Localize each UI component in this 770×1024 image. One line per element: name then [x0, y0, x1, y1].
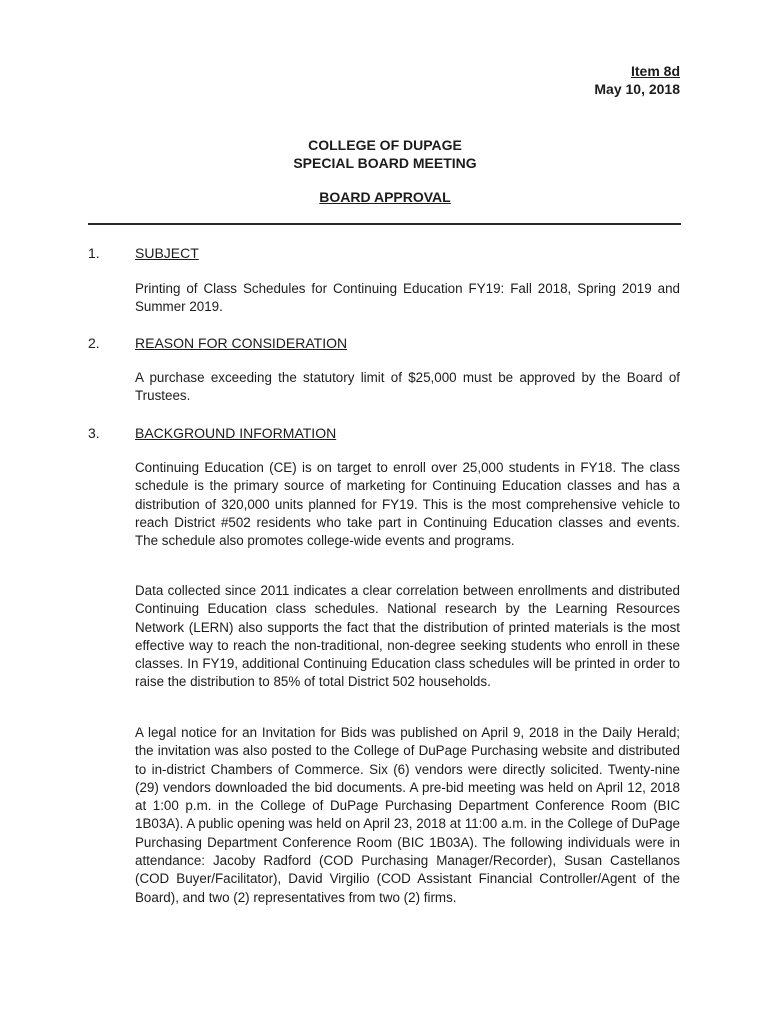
background-paragraph-1: Continuing Education (CE) is on target to enroll over 25,000 students in FY18. The class schedule is the primary source of marketing for Continuing Education classes and has a distribution of 320,000 units planned for FY19. This is the most comprehensive vehicle to reach District #502 residents who take part in Continuing Education classes and events. The schedule also promotes college-wide events and programs. [135, 460, 680, 549]
background-paragraph-3: A legal notice for an Invitation for Bids was published on April 9, 2018 in the Daily Herald; the invitation was also posted to the College of DuPage Purchasing website and distributed to in-district Chambers of Commerce. Six (6) vendors were directly solicited. Twenty-nine (29) vendors downloaded the bid documents. A pre-bid meeting was held on April 12, 2018 at 1:00 p.m. in the College of DuPage Purchasing Department Conference Room (BIC 1B03A). A public opening was held on April 23, 2018 at 11:00 a.m. in the College of DuPage Purchasing Department Conference Room (BIC 1B03A). The following individuals were in attendance: Jacoby Radford (COD Purchasing Manager/Recorder), Susan Castellanos (COD Buyer/Facilitator), David Virgilio (COD Assistant Financial Controller/Agent of the Board), and two (2) representatives from two (2) firms. [135, 725, 680, 905]
header-divider [88, 223, 681, 225]
item-reference [594, 62, 680, 98]
section-number: 3. [88, 425, 100, 441]
section-number: 1. [88, 245, 100, 261]
reason-paragraph: A purchase exceeding the statutory limit of $25,000 must be approved by the Board of Trustees. [135, 370, 680, 404]
section-number: 2. [88, 335, 100, 351]
item-number: Item 8d [630, 63, 680, 79]
section-title: BACKGROUND INFORMATION [135, 425, 337, 441]
background-paragraph-2: Data collected since 2011 indicates a clear correlation between enrollments and distributed Continuing Education class schedules. National research by the Learning Resources Network (LERN) also supports the fact that the distribution of printed materials is the most effective way to reach the non-traditional, non-degree seeking students who enroll in these classes. In FY19, additional Continuing Education class schedules will be printed in order to raise the distribution to 85% of total District 502 households. [135, 583, 680, 690]
item-date: May 10, 2018 [594, 81, 680, 97]
section-title: SUBJECT [135, 245, 199, 261]
subject-paragraph: Printing of Class Schedules for Continuing Education FY19: Fall 2018, Spring 2019 and Summer 2019. [135, 281, 680, 315]
institution-name: COLLEGE OF DUPAGE [308, 137, 462, 153]
action-heading: BOARD APPROVAL [319, 189, 451, 205]
section-title: REASON FOR CONSIDERATION [135, 335, 348, 351]
document-header [0, 136, 770, 172]
meeting-name: SPECIAL BOARD MEETING [293, 155, 477, 171]
